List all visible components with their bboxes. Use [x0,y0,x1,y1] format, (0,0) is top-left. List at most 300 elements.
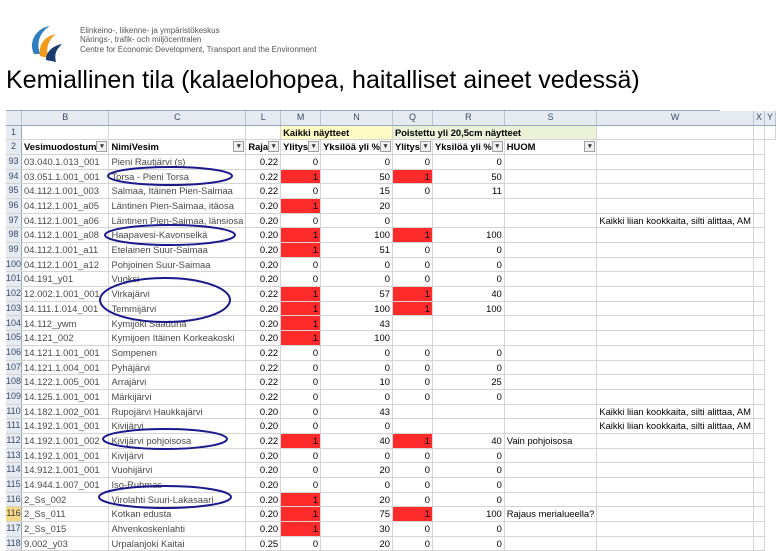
cell-ylitys[interactable]: 0 [281,257,321,272]
row-number[interactable]: 95 [6,184,22,199]
cell[interactable] [753,272,764,287]
cell-vesimuodostuma[interactable]: 04.191_y01 [22,272,109,287]
cell-yksiloa-yli[interactable]: 0 [321,389,393,404]
cell-ylitys-removed[interactable]: 1 [392,301,432,316]
cell-nimivesim[interactable]: Vuohijärvi [109,463,246,478]
cell-ylitys-removed[interactable]: 0 [392,478,432,493]
cell-yksiloa-yli-removed[interactable]: 40 [432,433,504,448]
cell-vesimuodostuma[interactable]: 14.192.1.001_001 [22,448,109,463]
cell-nimivesim[interactable]: Vuoksi [109,272,246,287]
cell-ylitys-removed[interactable]: 0 [392,257,432,272]
cell[interactable] [753,169,764,184]
cell-raja[interactable]: 0.20 [246,257,281,272]
cell-comment[interactable] [597,257,754,272]
cell-yksiloa-yli-removed[interactable] [432,331,504,346]
cell-huom[interactable] [504,213,597,228]
cell-yksiloa-yli-removed[interactable]: 11 [432,184,504,199]
row-number[interactable]: 99 [6,243,22,258]
column-header-c[interactable]: C [109,111,246,125]
cell-yksiloa-yli[interactable]: 0 [321,154,393,169]
cell-ylitys[interactable]: 0 [281,463,321,478]
filter-dropdown-button[interactable]: ▾ [96,141,107,152]
cell-raja[interactable]: 0.20 [246,492,281,507]
cell-yksiloa-yli[interactable]: 0 [321,345,393,360]
cell-comment[interactable] [597,345,754,360]
cell-yksiloa-yli-removed[interactable] [432,404,504,419]
cell-raja[interactable]: 0.20 [246,301,281,316]
cell-huom[interactable] [504,492,597,507]
cell-vesimuodostuma[interactable]: 2_Ss_015 [22,522,109,537]
cell-vesimuodostuma[interactable]: 14.182.1.002_001 [22,404,109,419]
cell-vesimuodostuma[interactable]: 04.112.1.001_a12 [22,257,109,272]
cell-huom[interactable] [504,375,597,390]
cell-yksiloa-yli[interactable]: 20 [321,198,393,213]
column-header-n[interactable]: N [321,111,393,125]
cell-raja[interactable]: 0.20 [246,507,281,522]
header-yksiloa-yli-removed[interactable] [432,140,504,155]
row-number[interactable]: 116 [6,507,22,522]
cell-comment[interactable] [597,463,754,478]
cell-raja[interactable]: 0.20 [246,522,281,537]
cell-raja[interactable]: 0.22 [246,360,281,375]
cell-nimivesim[interactable]: Virolahti Suuri-Lakasaari [109,492,246,507]
header-vesimuodostuma[interactable] [22,140,109,155]
cell-raja[interactable]: 0.25 [246,536,281,551]
cell-yksiloa-yli[interactable]: 43 [321,404,393,419]
cell-nimivesim[interactable]: Kymijoki Saaduna [109,316,246,331]
cell-ylitys[interactable]: 1 [281,433,321,448]
cell-comment[interactable] [597,375,754,390]
row-number[interactable]: 96 [6,198,22,213]
cell-nimivesim[interactable]: Salmaa, Itäinen Pien-Salmaa [109,184,246,199]
cell-yksiloa-yli-removed[interactable]: 100 [432,507,504,522]
cell-ylitys-removed[interactable]: 0 [392,272,432,287]
cell-ylitys[interactable]: 0 [281,184,321,199]
cell-huom[interactable] [504,478,597,493]
cell-vesimuodostuma[interactable]: 14.122.1.005_001 [22,375,109,390]
row-number[interactable]: 94 [6,169,22,184]
cell-vesimuodostuma[interactable]: 2_Ss_011 [22,507,109,522]
cell-ylitys[interactable]: 1 [281,522,321,537]
cell-yksiloa-yli[interactable]: 20 [321,492,393,507]
cell-huom[interactable] [504,169,597,184]
cell-ylitys[interactable]: 1 [281,243,321,258]
cell-raja[interactable]: 0.20 [246,243,281,258]
header-ylitys[interactable] [281,140,321,155]
row-number[interactable]: 2 [6,140,22,155]
cell-vesimuodostuma[interactable]: 14.121_002 [22,331,109,346]
filter-dropdown-button[interactable]: ▾ [233,141,244,152]
cell-raja[interactable]: 0.20 [246,316,281,331]
cell-comment[interactable] [597,198,754,213]
cell-vesimuodostuma[interactable]: 04.112.1.001_a11 [22,243,109,258]
cell-raja[interactable]: 0.20 [246,331,281,346]
header-yksiloa-yli[interactable] [321,140,393,155]
cell-nimivesim[interactable]: Kotkan edusta [109,507,246,522]
cell-yksiloa-yli[interactable]: 20 [321,463,393,478]
cell-ylitys[interactable]: 0 [281,272,321,287]
cell-vesimuodostuma[interactable]: 04.112.1.001_003 [22,184,109,199]
cell[interactable] [753,213,764,228]
row-number[interactable]: 101 [6,272,22,287]
cell-ylitys-removed[interactable]: 1 [392,228,432,243]
cell-yksiloa-yli-removed[interactable]: 100 [432,228,504,243]
filter-dropdown-button[interactable]: ▾ [380,141,391,152]
cell-nimivesim[interactable]: Pieni Rautjärvi (s) [109,154,246,169]
cell-comment[interactable] [597,507,754,522]
cell-yksiloa-yli-removed[interactable]: 0 [432,448,504,463]
cell-ylitys-removed[interactable]: 0 [392,360,432,375]
cell[interactable] [753,536,764,551]
cell[interactable] [753,404,764,419]
row-number[interactable]: 1 [6,125,22,140]
cell[interactable] [753,184,764,199]
filter-dropdown-button[interactable]: ▾ [492,141,503,152]
cell-comment[interactable] [597,169,754,184]
cell-huom[interactable] [504,345,597,360]
cell-ylitys-removed[interactable]: 0 [392,389,432,404]
cell-ylitys[interactable]: 1 [281,198,321,213]
cell-yksiloa-yli-removed[interactable]: 0 [432,522,504,537]
cell[interactable] [753,360,764,375]
cell-ylitys-removed[interactable] [392,404,432,419]
cell-yksiloa-yli-removed[interactable]: 25 [432,375,504,390]
cell-yksiloa-yli[interactable]: 0 [321,257,393,272]
cell-huom[interactable] [504,198,597,213]
column-header-y[interactable]: Y [764,111,775,125]
cell-nimivesim[interactable]: Virkajärvi [109,287,246,302]
cell-huom[interactable] [504,404,597,419]
cell-yksiloa-yli[interactable]: 15 [321,184,393,199]
cell-comment[interactable] [597,272,754,287]
cell-nimivesim[interactable]: Pyhäjärvi [109,360,246,375]
cell-ylitys[interactable]: 1 [281,301,321,316]
cell-nimivesim[interactable]: Urpalanjoki Kaitai [109,536,246,551]
cell[interactable] [753,125,764,140]
cell-ylitys[interactable]: 0 [281,419,321,434]
cell-yksiloa-yli[interactable]: 0 [321,213,393,228]
cell-raja[interactable]: 0.22 [246,375,281,390]
cell-ylitys[interactable]: 1 [281,228,321,243]
cell[interactable] [597,125,754,140]
cell-yksiloa-yli[interactable]: 0 [321,272,393,287]
cell-huom[interactable] [504,536,597,551]
cell-vesimuodostuma[interactable]: 14.111.1.014_001 [22,301,109,316]
cell-ylitys[interactable]: 1 [281,507,321,522]
cell-yksiloa-yli[interactable]: 100 [321,301,393,316]
cell-vesimuodostuma[interactable]: 2_Ss_002 [22,492,109,507]
row-number[interactable]: 115 [6,478,22,493]
row-number[interactable]: 118 [6,536,22,551]
cell-yksiloa-yli[interactable]: 100 [321,331,393,346]
cell-ylitys[interactable]: 0 [281,345,321,360]
cell[interactable] [753,375,764,390]
cell[interactable] [753,301,764,316]
cell-vesimuodostuma[interactable]: 14.192.1.001_001 [22,419,109,434]
row-number[interactable]: 102 [6,287,22,302]
header-nimivesim[interactable] [109,140,246,155]
cell[interactable] [753,345,764,360]
cell-raja[interactable]: 0.22 [246,169,281,184]
cell-nimivesim[interactable]: Haapavesi-Kavonselkä [109,228,246,243]
cell[interactable] [753,389,764,404]
cell-yksiloa-yli-removed[interactable]: 40 [432,287,504,302]
cell[interactable] [753,198,764,213]
cell-ylitys-removed[interactable]: 0 [392,375,432,390]
cell-nimivesim[interactable]: Ahvenkoskenlahti [109,522,246,537]
cell-yksiloa-yli[interactable]: 50 [321,169,393,184]
cell-vesimuodostuma[interactable]: 04.112.1.001_a08 [22,228,109,243]
cell[interactable] [753,463,764,478]
cell[interactable] [753,243,764,258]
row-number[interactable]: 109 [6,389,22,404]
cell-nimivesim[interactable]: Etelainen Suur-Saimaa [109,243,246,258]
cell-raja[interactable]: 0.20 [246,198,281,213]
cell-huom[interactable] [504,522,597,537]
cell-yksiloa-yli-removed[interactable]: 0 [432,243,504,258]
row-number[interactable]: 110 [6,404,22,419]
cell[interactable] [753,433,764,448]
cell-ylitys-removed[interactable]: 0 [392,243,432,258]
cell-huom[interactable] [504,287,597,302]
cell-yksiloa-yli-removed[interactable]: 0 [432,463,504,478]
cell-huom[interactable] [504,301,597,316]
cell-ylitys[interactable]: 0 [281,375,321,390]
cell-ylitys[interactable]: 0 [281,536,321,551]
group-header-all-samples[interactable]: Kaikki näytteet [281,125,393,140]
cell-ylitys-removed[interactable] [392,419,432,434]
cell-vesimuodostuma[interactable]: 12.002.1.001_001 [22,287,109,302]
header-ylitys-removed[interactable] [392,140,432,155]
row-number[interactable]: 112 [6,433,22,448]
cell-yksiloa-yli[interactable]: 43 [321,316,393,331]
cell-raja[interactable]: 0.20 [246,448,281,463]
cell-vesimuodostuma[interactable]: 03.040.1.013_001 [22,154,109,169]
cell-huom[interactable]: Vain pohjoisosa [504,433,597,448]
filter-dropdown-button[interactable]: ▾ [308,141,319,152]
cell-yksiloa-yli[interactable]: 75 [321,507,393,522]
cell-ylitys[interactable]: 0 [281,389,321,404]
column-header-r[interactable]: R [432,111,504,125]
cell[interactable] [753,228,764,243]
row-number[interactable]: 116 [6,492,22,507]
cell-yksiloa-yli[interactable]: 0 [321,448,393,463]
cell-comment[interactable] [597,184,754,199]
cell[interactable] [22,125,109,140]
row-number[interactable]: 111 [6,419,22,434]
cell-huom[interactable] [504,331,597,346]
cell-raja[interactable]: 0.22 [246,345,281,360]
cell-nimivesim[interactable]: Märkijärvi [109,389,246,404]
cell-ylitys-removed[interactable] [392,213,432,228]
cell-comment[interactable] [597,228,754,243]
cell-nimivesim[interactable]: Sompenen [109,345,246,360]
row-number[interactable]: 113 [6,448,22,463]
cell-yksiloa-yli[interactable]: 0 [321,419,393,434]
cell-ylitys-removed[interactable]: 1 [392,169,432,184]
cell-ylitys-removed[interactable] [392,331,432,346]
cell-ylitys[interactable]: 1 [281,492,321,507]
cell-ylitys-removed[interactable]: 0 [392,184,432,199]
cell-yksiloa-yli-removed[interactable] [432,316,504,331]
row-number[interactable]: 104 [6,316,22,331]
select-all-corner[interactable] [6,111,22,125]
cell-vesimuodostuma[interactable]: 14.112_ywm [22,316,109,331]
filter-dropdown-button[interactable]: ▾ [420,141,431,152]
cell-yksiloa-yli[interactable]: 10 [321,375,393,390]
cell[interactable] [753,331,764,346]
column-header-w[interactable]: W [597,111,754,125]
cell-yksiloa-yli-removed[interactable]: 0 [432,492,504,507]
cell-vesimuodostuma[interactable]: 04.112.1.001_a06 [22,213,109,228]
cell-yksiloa-yli-removed[interactable]: 0 [432,360,504,375]
cell-ylitys[interactable]: 1 [281,331,321,346]
row-number[interactable]: 107 [6,360,22,375]
cell-ylitys-removed[interactable]: 0 [392,463,432,478]
header-raja[interactable] [246,140,281,155]
cell-ylitys[interactable]: 1 [281,316,321,331]
group-header-removed-samples[interactable]: Poistettu yli 20,5cm näytteet [392,125,596,140]
cell-vesimuodostuma[interactable]: 03.051.1.001_001 [22,169,109,184]
column-header-q[interactable]: Q [392,111,432,125]
cell-vesimuodostuma[interactable]: 04.112.1.001_a05 [22,198,109,213]
cell-huom[interactable] [504,360,597,375]
cell-ylitys-removed[interactable]: 0 [392,522,432,537]
cell-comment[interactable] [597,448,754,463]
cell-ylitys[interactable]: 0 [281,448,321,463]
cell-raja[interactable]: 0.22 [246,154,281,169]
cell-huom[interactable] [504,228,597,243]
row-number[interactable]: 93 [6,154,22,169]
cell-huom[interactable]: Rajaus merialueella? [504,507,597,522]
cell-comment[interactable] [597,389,754,404]
cell-ylitys[interactable]: 0 [281,213,321,228]
cell-yksiloa-yli[interactable]: 30 [321,522,393,537]
cell-raja[interactable]: 0.22 [246,287,281,302]
cell-yksiloa-yli-removed[interactable]: 100 [432,301,504,316]
cell-yksiloa-yli-removed[interactable] [432,213,504,228]
cell-yksiloa-yli[interactable]: 20 [321,536,393,551]
row-number[interactable]: 106 [6,345,22,360]
cell-raja[interactable]: 0.20 [246,463,281,478]
column-header-b[interactable]: B [22,111,109,125]
cell-nimivesim[interactable]: Kivijärvi [109,448,246,463]
cell-yksiloa-yli-removed[interactable]: 0 [432,272,504,287]
cell-nimivesim[interactable]: Kivijärvi pohjoisosa [109,433,246,448]
cell-ylitys-removed[interactable]: 0 [392,448,432,463]
cell-vesimuodostuma[interactable]: 14.125.1.001_001 [22,389,109,404]
cell-nimivesim[interactable]: Arrajärvi [109,375,246,390]
cell-nimivesim[interactable]: Torsa - Pieni Torsa [109,169,246,184]
cell-ylitys[interactable]: 0 [281,478,321,493]
cell[interactable] [109,125,246,140]
cell-ylitys-removed[interactable]: 0 [392,536,432,551]
cell-ylitys-removed[interactable] [392,316,432,331]
cell[interactable] [764,125,775,140]
cell-huom[interactable] [504,154,597,169]
cell-huom[interactable] [504,419,597,434]
cell-vesimuodostuma[interactable]: 14.121.1.001_001 [22,345,109,360]
cell-comment[interactable] [597,360,754,375]
cell-huom[interactable] [504,184,597,199]
cell-comment[interactable] [597,243,754,258]
cell-ylitys-removed[interactable]: 1 [392,287,432,302]
cell-nimivesim[interactable]: Rupojärvi Haukkajärvi [109,404,246,419]
cell-yksiloa-yli-removed[interactable]: 50 [432,169,504,184]
cell[interactable] [753,287,764,302]
cell-yksiloa-yli[interactable]: 0 [321,360,393,375]
cell-yksiloa-yli-removed[interactable]: 0 [432,478,504,493]
cell-vesimuodostuma[interactable]: 9.002_y03 [22,536,109,551]
row-number[interactable]: 97 [6,213,22,228]
cell-ylitys[interactable]: 0 [281,154,321,169]
cell-huom[interactable] [504,257,597,272]
cell-comment[interactable] [597,331,754,346]
cell-ylitys[interactable]: 1 [281,169,321,184]
cell-yksiloa-yli[interactable]: 100 [321,228,393,243]
cell-vesimuodostuma[interactable]: 14.912.1.001_001 [22,463,109,478]
cell-raja[interactable]: 0.22 [246,433,281,448]
column-header-l[interactable]: L [246,111,281,125]
cell-nimivesim[interactable]: Läntinen Pien-Saimaa, itäosa [109,198,246,213]
cell-nimivesim[interactable]: Läntinen Pien-Saimaa, länsiosa [109,213,246,228]
cell-ylitys-removed[interactable]: 1 [392,507,432,522]
cell-ylitys-removed[interactable]: 0 [392,154,432,169]
cell-nimivesim[interactable]: Kymijoen Itäinen Korkeakoski [109,331,246,346]
cell-vesimuodostuma[interactable]: 14.192.1.001_002 [22,433,109,448]
cell-huom[interactable] [504,463,597,478]
row-number[interactable]: 114 [6,463,22,478]
cell-comment[interactable] [597,492,754,507]
cell[interactable] [246,125,281,140]
column-header-s[interactable]: S [504,111,597,125]
column-header-x[interactable]: X [753,111,764,125]
filter-dropdown-button[interactable]: ▾ [584,141,595,152]
cell-vesimuodostuma[interactable]: 14.121.1.004_001 [22,360,109,375]
cell-comment[interactable]: Kaikki liian kookkaita, silti alittaa, AM [597,404,754,419]
cell[interactable] [753,448,764,463]
cell-yksiloa-yli[interactable]: 57 [321,287,393,302]
row-number[interactable]: 105 [6,331,22,346]
cell-comment[interactable] [597,287,754,302]
cell-nimivesim[interactable]: Pohjoinen Suur-Saimaa [109,257,246,272]
cell-comment[interactable] [597,301,754,316]
cell-huom[interactable] [504,448,597,463]
cell-raja[interactable]: 0.22 [246,184,281,199]
cell-raja[interactable]: 0.22 [246,389,281,404]
cell-raja[interactable]: 0.20 [246,228,281,243]
filter-dropdown-button[interactable]: ▾ [268,141,279,152]
cell-raja[interactable]: 0.20 [246,404,281,419]
cell-raja[interactable]: 0.20 [246,419,281,434]
cell-huom[interactable] [504,316,597,331]
cell[interactable] [753,140,764,155]
column-header-m[interactable]: M [281,111,321,125]
row-number[interactable]: 117 [6,522,22,537]
cell-yksiloa-yli-removed[interactable]: 0 [432,257,504,272]
cell-huom[interactable] [504,272,597,287]
cell-nimivesim[interactable]: Iso-Ruhmas [109,478,246,493]
cell-comment[interactable] [597,154,754,169]
cell-yksiloa-yli-removed[interactable]: 0 [432,536,504,551]
cell-yksiloa-yli-removed[interactable] [432,419,504,434]
row-number[interactable]: 100 [6,257,22,272]
cell-huom[interactable] [504,243,597,258]
cell-yksiloa-yli-removed[interactable]: 0 [432,154,504,169]
cell-ylitys-removed[interactable]: 1 [392,433,432,448]
cell-raja[interactable]: 0.20 [246,272,281,287]
cell-raja[interactable]: 0.20 [246,213,281,228]
